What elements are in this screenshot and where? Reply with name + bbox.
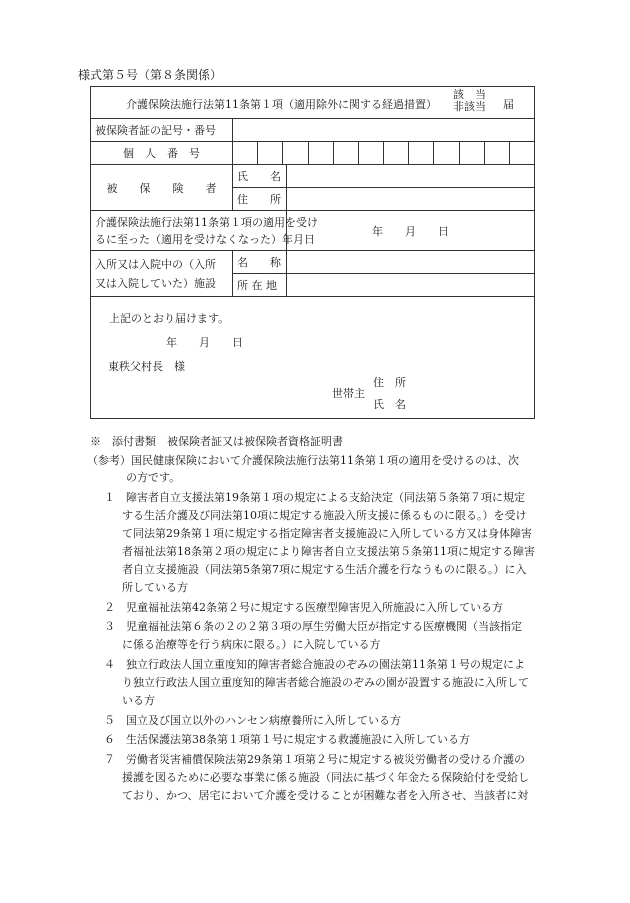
personal-number-row [91,142,535,165]
note-item: に係る治療等を行う病床に限る。）に入院している方 [122,638,381,651]
digit-box[interactable] [485,142,510,164]
digit-box[interactable] [409,142,434,164]
household-name-label: 氏 名 [373,398,406,411]
note-item: ５ 国立及び国立以外のハンセン病療養所に入所している方 [104,714,401,727]
note-item: ３ 児童福祉法第６条の２の２第３項の厚生労働大臣が指定する医療機関（当該指定 [104,620,522,633]
option-applicable[interactable]: 該 当 [453,88,486,101]
note-item: 援護を図るために必要な事業に係る施設（同法に基づく年金たる保険給付を受給し [122,771,529,784]
household-address-label: 住 所 [373,376,406,389]
note-item: いる方 [122,694,155,707]
applied-date-field[interactable]: 年 月 日 [287,211,535,251]
note-item: １ 障害者自立支援法第19条第１項の規定による支給決定（同法第５条第７項に規定 [104,491,525,504]
digit-box[interactable] [434,142,459,164]
facility-location-label: 所 在 地 [233,274,287,297]
note-item: ７ 労働者災害補償保険法第29条第１項第２号に規定する被災労働者の受ける介護の [104,753,525,766]
digit-box[interactable] [510,142,534,164]
digit-box[interactable] [283,142,308,164]
note-item: 者福祉法第18条第２項の規定により障害者自立支援法第５条第11項に規定する障害 [122,545,535,558]
note-item: ２ 児童福祉法第42条第２号に規定する医療型障害児入所施設に入所している方 [104,601,503,614]
reference-note-line2: の方です。 [126,471,181,484]
declaration-block [91,297,535,419]
digit-box[interactable] [309,142,334,164]
form-title: 介護保険法施行法第11条第１項（適用除外に関する経過措置） [126,98,437,111]
form-title-suffix: 届 [503,98,514,111]
facility-label-line1: 入所又は入院中の（入所 [95,257,216,271]
declaration-date-field[interactable]: 年 月 日 [166,336,243,349]
note-item: ており、かつ、居宅において介護を受けることが困難な者を入所させ、当該者に対 [122,789,529,802]
digit-box[interactable] [233,142,258,164]
facility-name-label: 名 称 [233,251,287,274]
address-field[interactable] [287,188,535,211]
option-not-applicable[interactable]: 非該当 [453,100,486,113]
note-item: する生活介護及び同法第10項に規定する施設入所支援に係るものに限る。）を受け [122,509,527,522]
note-item: 所している方 [122,581,188,594]
facility-location-field[interactable] [287,274,535,297]
digit-box[interactable] [460,142,485,164]
form-title-cell [91,87,535,119]
applicability-options [453,89,486,113]
digit-box[interactable] [359,142,384,164]
note-item: 者自立支援施設（同法第5条第7項に規定する生活介護を行なうものに限る。）に入 [122,563,527,576]
applied-date-label-line2: るに至った（適用を受けなくなった）年月日 [95,232,315,246]
notification-form-table [90,86,535,419]
personal-number-label: 個 人 番 号 [91,142,233,165]
facility-label-line2: 又は入院していた）施設 [95,276,216,290]
digit-box[interactable] [258,142,283,164]
household-head-label: 世帯主 [332,387,365,400]
addressee-label: 東秩父村長 様 [108,360,185,373]
note-item: り独立行政法人国立重度知的障害者総合施設のぞみの園が設置する施設に入所して [122,676,529,689]
personal-number-digit-grid [233,142,534,164]
facility-label [91,251,233,297]
personal-number-boxes[interactable] [233,142,535,165]
insured-person-label: 被 保 険 者 [91,165,233,211]
attachment-note: ※ 添付書類 被保険者証又は被保険者資格証明書 [90,435,343,448]
applied-date-label-line1: 介護保険法施行法第11条第１項の適用を受け [95,215,318,229]
note-item: て同法第29条第１項に規定する指定障害者支援施設に入所している方又は身体障害 [122,527,532,540]
insurance-number-field[interactable] [233,119,535,142]
note-item: ６ 生活保護法第38条第１項第１号に規定する救護施設に入所している方 [104,733,470,746]
insurance-number-label: 被保険者証の記号・番号 [91,119,233,142]
form-number-label: 様式第５号（第８条関係） [78,68,223,82]
reference-note-line1: （参考）国民健康保険において介護保険法施行法第11条第１項の適用を受けるのは、次 [87,454,519,467]
name-field[interactable] [287,165,535,188]
facility-name-field[interactable] [287,251,535,274]
digit-box[interactable] [334,142,359,164]
address-label: 住 所 [233,188,287,211]
declaration-text: 上記のとおり届けます。 [109,312,230,325]
applied-date-label [91,211,318,251]
name-label: 氏 名 [233,165,287,188]
note-item: ４ 独立行政法人国立重度知的障害者総合施設のぞみの園法第11条第１号の規定によ [104,658,525,671]
digit-box[interactable] [384,142,409,164]
